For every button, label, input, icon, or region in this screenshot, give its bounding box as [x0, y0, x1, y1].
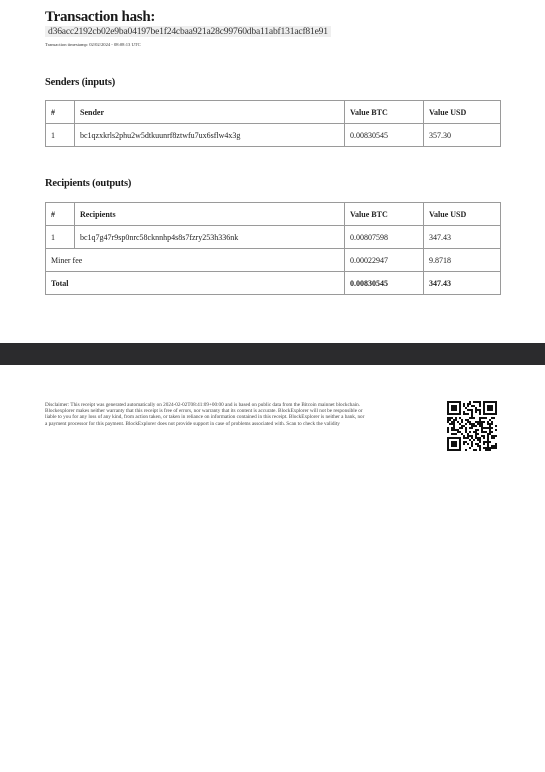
- total-usd: 347.43: [424, 272, 501, 295]
- value-btc: 0.00807598: [345, 226, 424, 249]
- qr-code-icon[interactable]: [447, 401, 497, 451]
- column-header-number: #: [46, 101, 75, 124]
- table-row: [46, 226, 501, 249]
- value-usd: 357.30: [424, 124, 501, 147]
- column-header-value-btc: Value BTC: [345, 101, 424, 124]
- senders-table: [45, 100, 501, 147]
- sender-address: bc1qzxkrls2phu2w5dtkuunrf8ztwfu7ux6sflw4x3g: [75, 124, 345, 147]
- footer-divider-band: [0, 343, 545, 365]
- column-header-sender: Sender: [75, 101, 345, 124]
- transaction-timestamp: Transaction timestamp: 02/02/2024 - 08:08:13 UTC: [45, 42, 141, 47]
- table-header-row: [46, 101, 501, 124]
- miner-fee-btc: 0.00022947: [345, 249, 424, 272]
- column-header-number: #: [46, 203, 75, 226]
- recipients-table: [45, 202, 501, 295]
- senders-section-title: Senders (inputs): [45, 77, 116, 88]
- miner-fee-label: Miner fee: [46, 249, 345, 272]
- row-number: 1: [46, 124, 75, 147]
- recipients-section-title: Recipients (outputs): [45, 178, 132, 189]
- transaction-hash: d36acc2192cb02e9ba04197be1f24cbaa921a28c99760dba11abf131acf81e91: [45, 26, 331, 37]
- column-header-value-btc: Value BTC: [345, 203, 424, 226]
- total-label: Total: [46, 272, 345, 295]
- column-header-value-usd: Value USD: [424, 101, 501, 124]
- column-header-value-usd: Value USD: [424, 203, 501, 226]
- table-header-row: [46, 203, 501, 226]
- page-title: Transaction hash:: [45, 9, 156, 25]
- value-usd: 347.43: [424, 226, 501, 249]
- miner-fee-usd: 9.8718: [424, 249, 501, 272]
- column-header-recipients: Recipients: [75, 203, 345, 226]
- row-number: 1: [46, 226, 75, 249]
- recipient-address: bc1q7g47r9sp0nrc58cknnhp4s8s7fzry253h336nk: [75, 226, 345, 249]
- value-btc: 0.00830545: [345, 124, 424, 147]
- total-btc: 0.00830545: [345, 272, 424, 295]
- table-row: [46, 124, 501, 147]
- total-row: [46, 272, 501, 295]
- miner-fee-row: [46, 249, 501, 272]
- disclaimer-text: Disclaimer: This receipt was generated automatically on 2024-02-02T08:41:09+00:00 and is based on public data from the Bitcoin mainnet blockchain. Blockexplorer makes neither warranty that this receipt is free of errors, nor warranty that its content is accurate. BlockExplorer will not be responsible or liable to you for any loss of any kind, from action taken, or taken in reliance on information contained in this receipt. BlockExplorer is neither a bank, nor a payment processor for this payment. BlockExplorer does not provide support in case of problems associated with. Scan to check the validity: [45, 402, 365, 427]
